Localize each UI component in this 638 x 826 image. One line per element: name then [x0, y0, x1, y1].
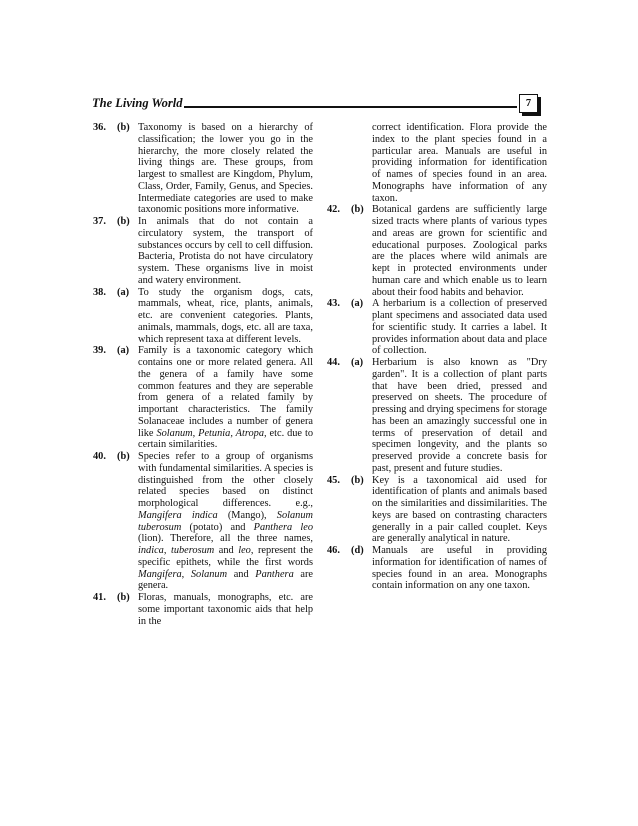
text-run: ,: [181, 568, 191, 580]
text-run: and: [214, 545, 239, 556]
text-run: A herbarium is a collection of preserved plant specimens and associated data used for scientific study. It carries a label. It provides information about data and place of collection.: [372, 298, 547, 357]
explanation-text: [372, 204, 547, 298]
text-run: Herbarium is also known as "Dry garden". It is a collection of plant parts that have been dried, pressed and preserved on sheets. The procedure of pressing and drying specimens for storage has been an amazingly successful one in terms of preservation of detail and specimen longevity, and the plants so preserved provide a concrete basis for past, present and future studies.: [372, 357, 547, 474]
explanation-text: [372, 475, 547, 546]
answer-item: [327, 475, 547, 546]
text-run: Species refer to a group of organisms with fundamental similarities. A species is distinguished from the other closely related species based on distinct morphological differences. e.g.,: [138, 451, 313, 509]
running-title: The Living World: [92, 96, 183, 110]
explanation-text: [138, 592, 313, 627]
text-run: Manuals are useful in providing information for identification of names of species found in an area. Monographs contain information on any one taxon.: [372, 545, 547, 592]
answer-option: (b): [117, 216, 130, 227]
text-run: To study the organism dogs, cats, mammals, wheat, rice, plants, animals, etc. are convenient categories. Plants, animals, mammals, dogs, etc. all are taxa, which represent taxa at different levels.: [138, 286, 313, 345]
answer-option: (b): [351, 204, 364, 216]
answer-item: [327, 204, 547, 298]
text-run: are genera.: [138, 568, 313, 592]
page-number-box: 7: [519, 94, 538, 113]
answer-item: [93, 451, 313, 592]
answer-item: [93, 216, 313, 287]
text-run: (potato) and: [181, 521, 254, 533]
right-column: [327, 122, 547, 592]
question-number: 44.: [327, 357, 340, 368]
text-run: Taxonomy is based on a hierarchy of classification; the lower you go in the hierarchy, the more closely related the living things are. These groups, from largest to smallest are Kingdom, Phylum, Class, Order, Family, Genus, and Species. Intermediate categories are used to make taxonomic positions more informative.: [138, 122, 313, 216]
answer-item: [327, 298, 547, 357]
answer-option: (a): [117, 286, 130, 298]
answer-option: (a): [351, 298, 364, 310]
text-run: Floras, manuals, monographs, etc. are some important taxonomic aids that help in the: [138, 592, 313, 627]
italic-term: Solanum tuberosum: [138, 509, 313, 533]
explanation-text: [372, 357, 547, 475]
explanation-text: [138, 216, 313, 287]
question-number: 39.: [93, 345, 106, 357]
explanation-text: [372, 545, 547, 592]
answer-item: [93, 592, 313, 627]
italic-term: Solanum: [190, 568, 228, 580]
text-run: Key is a taxonomical aid used for identification of plants and animals based on the similarities and dissimilarities. The keys are based on contrasting characters generally in a pair called couplet. Keys are generally analytical in nature.: [372, 474, 547, 545]
header-rule: [184, 106, 517, 108]
question-number: 46.: [327, 545, 340, 556]
answer-option: (d): [351, 545, 364, 556]
text-run: Family is a taxonomic category which contains one or more related genera. All the genera of a family have some common features and they are seperable from genera of a related family by important characteristics. The family Solanaceae includes a number of genera like: [138, 345, 313, 439]
question-number: 37.: [93, 216, 106, 227]
question-number: 36.: [93, 122, 106, 133]
explanation-text: [138, 287, 313, 346]
answer-option: (b): [117, 592, 130, 603]
continued-answer-text: correct identification. Flora provide the index to the plant species found in a particular area. Manuals are useful in providing information for identification of names of species found in an area. Monographs have information of any taxon.: [372, 122, 547, 204]
italic-term: Panthera leo: [253, 521, 313, 533]
question-number: 43.: [327, 298, 340, 310]
answer-item: [93, 287, 313, 346]
answer-option: (b): [117, 122, 130, 133]
answer-item: [93, 345, 313, 451]
question-number: 38.: [93, 286, 106, 298]
text-run: etc. due to certain similarities.: [138, 427, 313, 451]
left-column: [93, 122, 313, 627]
explanation-text: [138, 122, 313, 216]
italic-term: Panthera: [255, 568, 294, 580]
explanation-text: [138, 345, 313, 451]
question-number: 40.: [93, 451, 106, 462]
answer-item: [327, 545, 547, 592]
page-header: [92, 94, 541, 116]
italic-term: indica: [138, 545, 164, 556]
answer-option: (a): [351, 357, 364, 368]
italic-term: leo: [238, 545, 251, 556]
italic-term: Mangifera indica: [138, 509, 218, 521]
question-number: 45.: [327, 474, 340, 486]
answer-item: [327, 357, 547, 475]
answer-option: (b): [117, 451, 130, 462]
text-run: and: [227, 568, 256, 580]
answer-option: (a): [117, 345, 130, 357]
answer-item: [93, 122, 313, 216]
question-number: 41.: [93, 592, 106, 603]
text-run: (Mango),: [217, 509, 277, 521]
text-run: In animals that do not contain a circulatory system, the transport of substances occurs by cell to cell diffusion. Bacteria, Protista do not have circulatory system. These organisms live in moist and watery environment.: [138, 216, 313, 286]
answer-option: (b): [351, 474, 364, 486]
italic-term: tuberosum: [170, 545, 215, 556]
text-run: ,: [163, 545, 171, 556]
text-run: (lion). Therefore, all the three names,: [138, 533, 313, 545]
question-number: 42.: [327, 204, 340, 216]
explanation-text: [138, 451, 313, 592]
italic-term: Mangifera: [138, 568, 182, 580]
italic-term: Solanum, Petunia, Atropa,: [156, 427, 267, 439]
text-run: Botanical gardens are sufficiently large sized tracts where plants of various types and areas are grown for scientific and educational purposes. Zoological parks are the places where wild animals are kept in protected environments under human care and which enable us to learn about their food habits and behavior.: [372, 204, 547, 298]
text-run: , represent the specific epithets, while the first words: [138, 545, 313, 568]
explanation-text: [372, 298, 547, 357]
